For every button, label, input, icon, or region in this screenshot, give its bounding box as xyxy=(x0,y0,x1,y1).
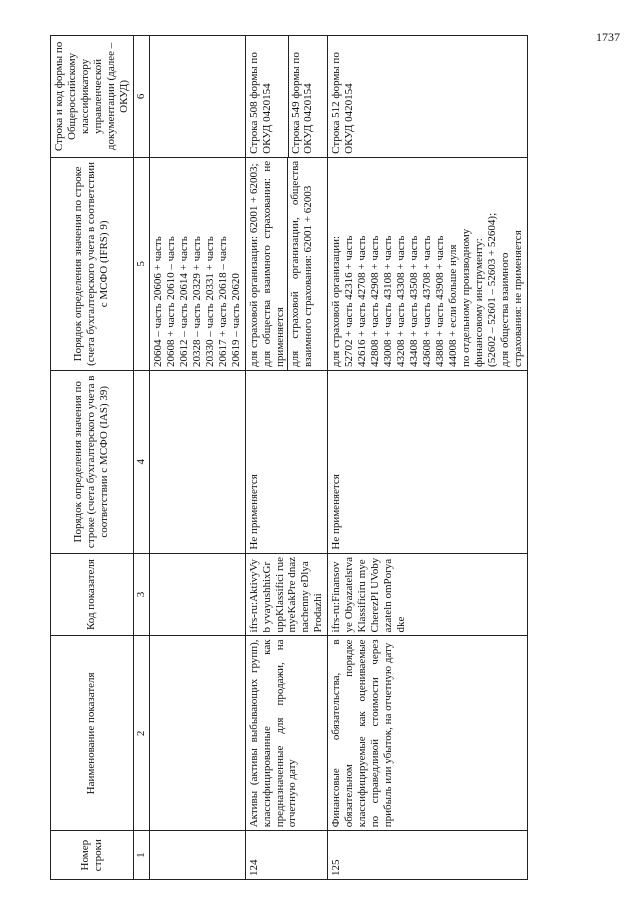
ifrs9-line: страхования: не применяется xyxy=(511,230,524,367)
row-number: 125 xyxy=(328,831,528,880)
column-number: 4 xyxy=(133,370,149,553)
ifrs9-line: 20617 + часть 20618 – часть xyxy=(216,236,229,367)
page-number: 1737 xyxy=(596,30,620,44)
table-row xyxy=(245,36,328,880)
ifrs9-line: 20608 + часть 20610 – часть xyxy=(164,236,177,367)
ifrs9-line: 20604 – часть 20606 + часть xyxy=(151,236,164,367)
ifrs9-line: 43008 + часть 43108 + часть xyxy=(382,235,395,367)
okud-line: Строка 549 формы по ОКУД 0420154 xyxy=(288,36,316,157)
row-indicator-name xyxy=(149,636,245,831)
row-ifrs9 xyxy=(149,157,245,370)
row-okud: Строка 512 формы по ОКУД 0420154 xyxy=(328,36,528,158)
table-frame xyxy=(50,35,605,880)
row-okud xyxy=(245,36,328,158)
ifrs9-line: 52702 + часть 42316 + часть xyxy=(343,235,356,367)
ifrs9-line: 20612 – часть 20614 + часть xyxy=(177,236,190,367)
header-okud: Строка и код формы по Общероссийскому классификатору управленческой документации (далее – ОКУД) xyxy=(51,36,134,158)
ifrs9-line: 43808 + часть 43908 + часть xyxy=(434,235,447,367)
row-ifrs9 xyxy=(245,157,328,370)
ifrs9-line: 20330 – часть 20331 + часть xyxy=(203,236,216,367)
table-row xyxy=(328,36,528,880)
ifrs9-line: для страховой организации: 62001 + 62003; xyxy=(247,163,260,367)
row-number xyxy=(149,831,245,880)
column-number: 6 xyxy=(133,36,149,158)
table-row xyxy=(149,36,245,880)
row-ias39 xyxy=(149,370,245,553)
header-row-number: Номер строки xyxy=(51,831,134,880)
ifrs9-line: 43408 + часть 43508 + часть xyxy=(408,235,421,367)
row-okud xyxy=(149,36,245,158)
column-number-row xyxy=(133,36,149,880)
row-indicator-code xyxy=(149,553,245,636)
column-number: 1 xyxy=(133,831,149,880)
ifrs9-line: 44008 + если больше нуля xyxy=(447,244,460,367)
column-number: 5 xyxy=(133,157,149,370)
row-ifrs9 xyxy=(328,157,528,370)
header-indicator-name: Наименование показателя xyxy=(51,636,134,831)
ifrs9-line: (52602 – 52601 – 52603 + 52604); xyxy=(486,212,498,367)
row-ias39: Не применяется xyxy=(328,370,528,553)
ifrs9-line: для страховой организации, общества взаимного страхования: 62001 + 62003 xyxy=(287,158,315,370)
row-ias39: Не применяется xyxy=(245,370,328,553)
ifrs9-line: для общества взаимного страхования: не применяется xyxy=(260,160,286,367)
row-indicator-code: ifrs-ru:AktivyVyb yvayushhixGr uppKlassifici ruemyeKakPre dnaznachenny eDlyaProdazhi xyxy=(245,553,328,636)
ifrs9-line: 43208 + часть 43308 + часть xyxy=(395,235,408,367)
ifrs9-line: для общества взаимного xyxy=(498,252,511,367)
header-ifrs9: Порядок определения значения по строке (счета бухгалтерского учета в соответствии с МСФО (IFRS) 9) xyxy=(51,157,134,370)
row-number: 124 xyxy=(245,831,328,880)
ifrs9-line: 42616 + часть 42708 + часть xyxy=(356,235,369,367)
ifrs9-line: 43608 + часть 43708 + часть xyxy=(421,235,434,367)
column-number: 2 xyxy=(133,636,149,831)
header-indicator-code: Код показателя xyxy=(51,553,134,636)
okud-line: Строка 508 формы по ОКУД 0420154 xyxy=(247,52,273,154)
ifrs9-line: для страховой организации: xyxy=(330,235,343,367)
ifrs9-line: по отдельному производному xyxy=(460,228,473,367)
row-indicator-name: Активы (активы выбывающих групп), классифицированные как предназначенные для продажи, на отчетную дату xyxy=(245,636,328,831)
row-indicator-name: Финансовые обязательства, в обязательном порядке классифицируемые как оцениваемые по справедливой стоимости через прибыль или убыток, на отчетную дату xyxy=(328,636,528,831)
ifrs9-line: 20328 – часть 20329 + часть xyxy=(190,236,203,367)
ifrs9-line: 42808 + часть 42908 + часть xyxy=(369,235,382,367)
row-indicator-code: ifrs-ru:Finansovye Obyazatelstva Klassificiru myeCherezPI UVobyazateln omPoryadke xyxy=(328,553,528,636)
header-ias39: Порядок определения значения по строке (счета бухгалтерского учета в соответствии с МСФО (IAS) 39) xyxy=(51,370,134,553)
header-row xyxy=(51,36,134,880)
ifrs9-line: финансовому инструменту: xyxy=(473,238,486,367)
indicator-table xyxy=(50,35,528,880)
column-number: 3 xyxy=(133,553,149,636)
ifrs9-line: 20619 – часть 20620 xyxy=(229,273,242,367)
